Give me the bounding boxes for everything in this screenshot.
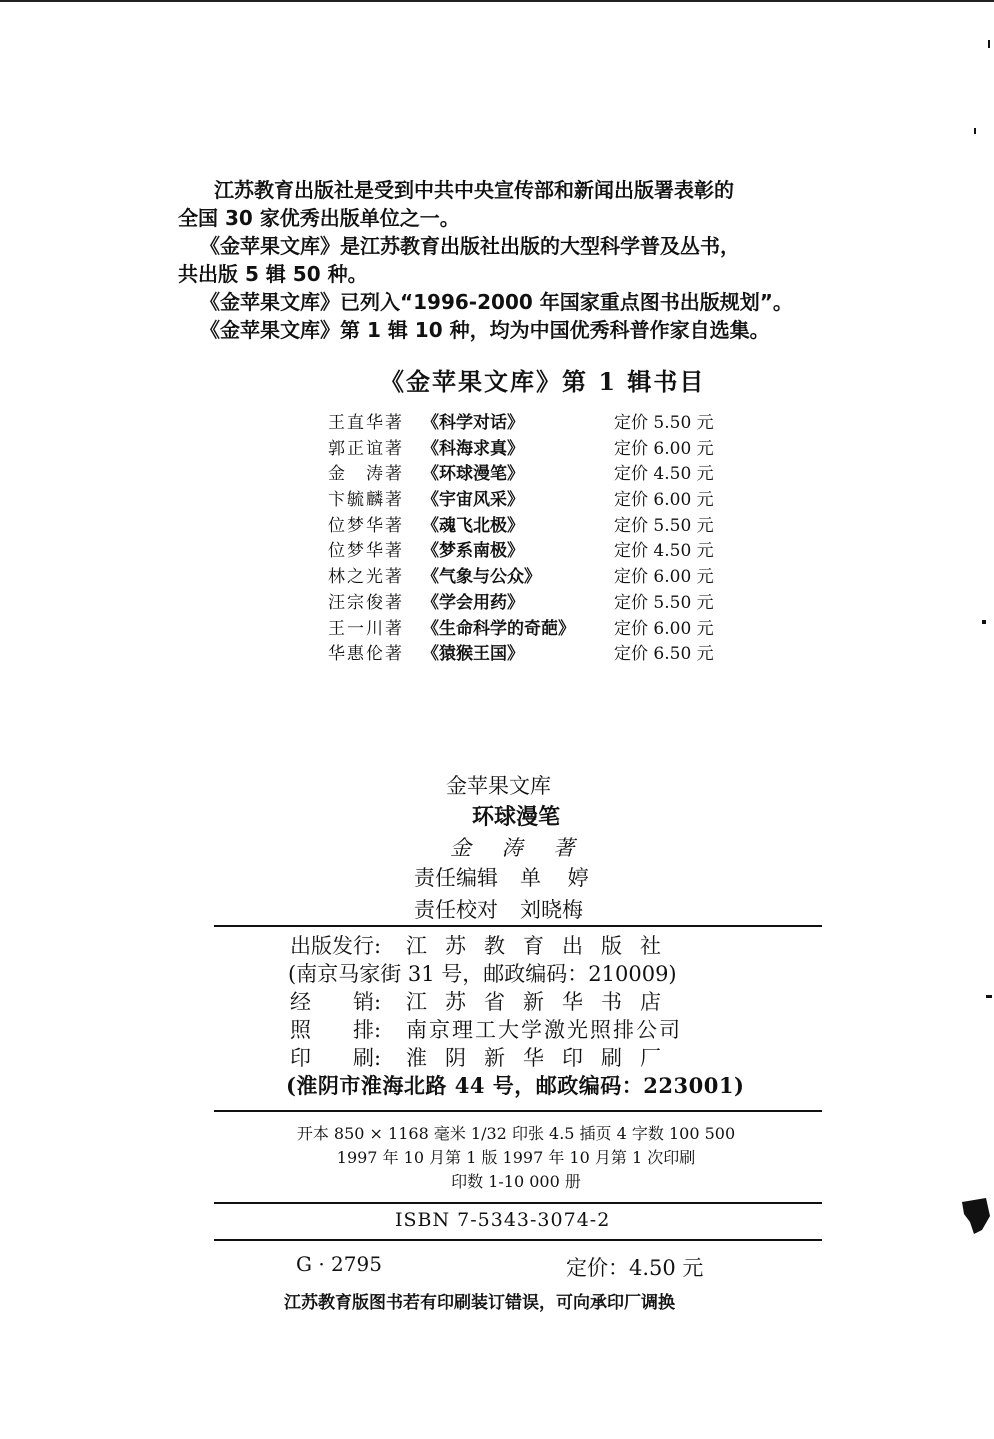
book-title: 《宇宙风采》: [422, 490, 524, 511]
book-title: 《科学对话》: [422, 413, 524, 433]
printer-label: 印 刷:: [290, 1046, 382, 1070]
publishing-info: [286, 930, 745, 1098]
divider-rule: [214, 925, 822, 927]
scan-speck: [982, 620, 986, 624]
book-price-total: 定价：4.50 元: [566, 1256, 704, 1280]
book-author: 金 涛著: [328, 464, 404, 485]
book-price: 定价 6.00 元: [614, 490, 714, 511]
printer-name: 淮阴新华印刷厂: [406, 1046, 679, 1070]
responsible-proofreader: [414, 894, 583, 924]
imprint-book-title: 环球漫笔: [472, 805, 561, 830]
proofreader-label: 责任校对: [414, 898, 498, 922]
publisher-name: 江苏教育出版社: [406, 934, 679, 958]
print-specifications: [256, 1122, 776, 1194]
book-price: 定价 4.50 元: [614, 541, 714, 562]
book-price: 定价 5.50 元: [614, 515, 714, 536]
ink-blot: [960, 1196, 990, 1236]
book-author: 王一川著: [328, 618, 404, 639]
book-title: 《环球漫笔》: [422, 464, 524, 485]
publisher-address: (南京马家街 31 号，邮政编码：210009): [288, 962, 677, 986]
book-price: 定价 6.00 元: [614, 618, 714, 639]
book-title: 《生命科学的奇葩》: [422, 618, 575, 639]
typesetter-label: 照 排:: [290, 1018, 382, 1042]
book-title: 《魂飞北极》: [422, 515, 524, 536]
book-title: 《科海求真》: [422, 438, 524, 459]
book-title: 《气象与公众》: [422, 567, 541, 588]
intro-line: 《金苹果文库》已列入“1996-2000 年国家重点图书出版规划”。: [200, 290, 793, 314]
publisher-row: [286, 930, 726, 958]
book-title: 《猿猴王国》: [422, 644, 524, 665]
scan-speck: [988, 40, 990, 48]
typesetter-name: 南京理工大学激光照排公司: [406, 1018, 682, 1042]
printer-row: [286, 1042, 726, 1070]
spec-line: 印数 1-10 000 册: [451, 1172, 581, 1191]
intro-line: 江苏教育出版社是受到中共中央宣传部和新闻出版署表彰的: [214, 178, 734, 202]
book-author: 卞毓麟著: [328, 490, 404, 511]
book-author: 林之光著: [328, 567, 404, 588]
book-author: 位梦华著: [328, 515, 404, 536]
book-title: 《学会用药》: [422, 592, 524, 613]
book-author: 郭正谊著: [328, 438, 404, 459]
book-price: 定价 4.50 元: [614, 464, 714, 485]
distributor-row: [286, 986, 726, 1014]
intro-line: 《金苹果文库》第 1 辑 10 种，均为中国优秀科普作家自选集。: [200, 318, 770, 342]
book-price: 定价 5.50 元: [614, 592, 714, 613]
scan-speck: [986, 995, 992, 998]
classification-code: G · 2795: [296, 1252, 382, 1276]
printer-address: (淮阴市淮海北路 44 号，邮政编码：223001): [286, 1073, 745, 1098]
proofreader-name: 刘晓梅: [520, 898, 583, 922]
series-book-list-title: 《金苹果文库》第 1 辑书目: [380, 367, 706, 396]
publisher-address-row: [286, 958, 726, 986]
defect-notice: 江苏教育版图书若有印刷装订错误，可向承印厂调换: [284, 1293, 675, 1313]
distributor-name: 江苏省新华书店: [406, 990, 679, 1014]
typesetter-row: [286, 1014, 726, 1042]
page-top-edge: [0, 0, 994, 2]
intro-line: 共出版 5 辑 50 种。: [178, 262, 368, 286]
book-author: 王直华著: [328, 413, 404, 433]
intro-line: 《金苹果文库》是江苏教育出版社出版的大型科学普及丛书，: [200, 234, 740, 258]
printer-address-row: [286, 1070, 745, 1098]
editor-name: 单 婷: [520, 866, 599, 890]
isbn-number: ISBN 7-5343-3074-2: [395, 1209, 611, 1231]
publisher-label: 出版发行:: [290, 934, 382, 958]
intro-paragraph: [178, 176, 858, 344]
book-title: 《梦系南极》: [422, 541, 524, 562]
book-price: 定价 6.00 元: [614, 567, 714, 588]
editor-label: 责任编辑: [414, 866, 498, 890]
book-author: 华惠伦著: [328, 644, 404, 665]
imprint-series-name: 金苹果文库: [446, 774, 551, 798]
spec-line: 开本 850 × 1168 毫米 1/32 印张 4.5 插页 4 字数 100 500: [296, 1124, 736, 1143]
book-price: 定价 6.00 元: [614, 438, 714, 459]
intro-line: 全国 30 家优秀出版单位之一。: [178, 206, 460, 230]
imprint-author: 金 涛 著: [450, 836, 587, 860]
book-price: 定价 5.50 元: [614, 413, 714, 433]
divider-rule: [214, 1110, 822, 1112]
distributor-label: 经 销:: [290, 990, 382, 1014]
divider-rule: [214, 1202, 822, 1204]
responsible-editor: [414, 862, 599, 892]
spec-line: 1997 年 10 月第 1 版 1997 年 10 月第 1 次印刷: [336, 1148, 696, 1167]
book-author: 位梦华著: [328, 541, 404, 562]
divider-rule: [214, 1239, 822, 1241]
book-author: 汪宗俊著: [328, 592, 404, 613]
book-price: 定价 6.50 元: [614, 644, 714, 665]
scan-speck: [974, 128, 976, 134]
